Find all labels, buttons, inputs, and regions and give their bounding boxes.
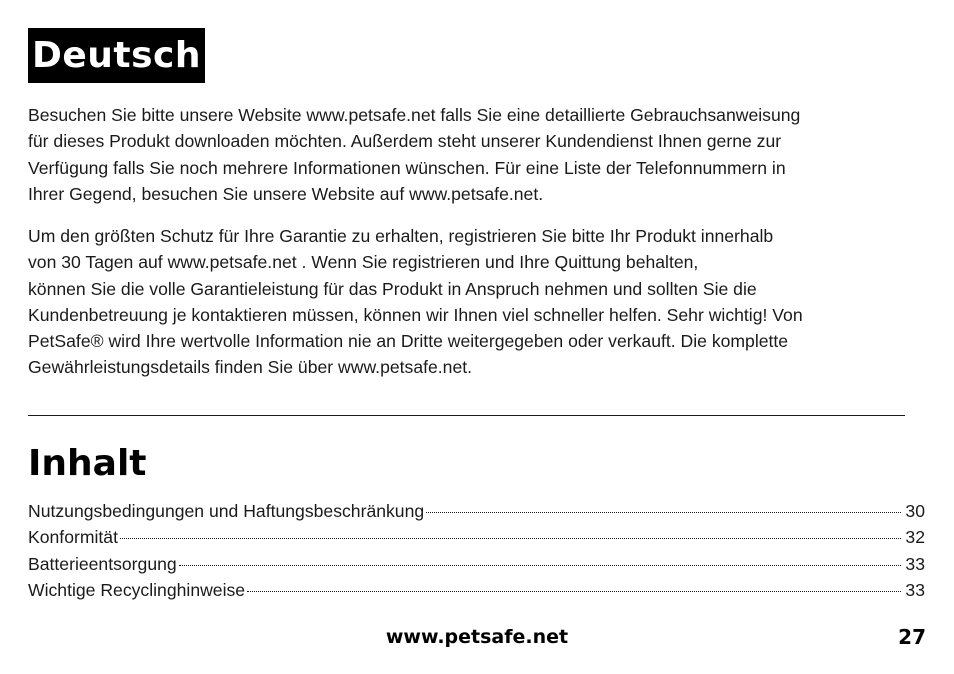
toc-entry-label: Batterieentsorgung	[28, 553, 177, 574]
toc-entry[interactable]	[28, 551, 925, 577]
toc-entry[interactable]	[28, 524, 925, 550]
page-number: 27	[898, 625, 926, 649]
table-of-contents	[28, 498, 925, 603]
toc-entry-label: Konformität	[28, 527, 118, 548]
toc-entry[interactable]	[28, 498, 925, 524]
section-divider	[28, 415, 905, 416]
toc-entry[interactable]	[28, 577, 925, 603]
toc-entry-page: 33	[905, 553, 925, 574]
intro-paragraph: Besuchen Sie bitte unsere Website www.petsafe.net falls Sie eine detaillierte Gebrauchsanweisung für dieses Produkt downloaden möchten. Außerdem steht unserer Kundendienst Ihnen gerne zur Verfügung falls Sie noch mehrere Informationen wünschen. Für eine Liste der Telefonnummern in Ihrer Gegend, besuchen Sie unsere Website auf www.petsafe.net.	[28, 105, 801, 204]
toc-entry-page: 32	[905, 527, 925, 548]
toc-dot-leader	[120, 538, 901, 539]
toc-dot-leader	[247, 591, 901, 592]
toc-entry-label: Wichtige Recyclinghinweise	[28, 579, 246, 600]
toc-entry-label: Nutzungsbedingungen und Haftungsbeschränkung	[28, 501, 425, 521]
warranty-paragraph: Um den größten Schutz für Ihre Garantie zu erhalten, registrieren Sie bitte Ihr Produkt innerhalb von 30 Tagen auf www.petsafe.net . Wenn Sie registrieren und Ihre Quittung behalten, können Sie die volle Garantieleistung für das Produkt in Anspruch nehmen und sollten Sie die Kundenbetreuung je kontaktieren müssen, können wir Ihnen viel schneller helfen. Sehr wichtig! Von PetSafe® wird Ihre wertvolle Information nie an Dritte weitergegeben oder verkauft. Die komplette Gewährleistungsdetails finden Sie über www.petsafe.net.	[28, 226, 803, 378]
toc-dot-leader	[179, 565, 902, 566]
language-badge: Deutsch	[28, 28, 205, 83]
toc-dot-leader	[426, 512, 901, 513]
contents-title: Inhalt	[28, 443, 147, 484]
toc-entry-page: 33	[905, 579, 925, 600]
footer-website-url: www.petsafe.net	[385, 626, 569, 648]
toc-entry-page: 30	[905, 501, 925, 521]
